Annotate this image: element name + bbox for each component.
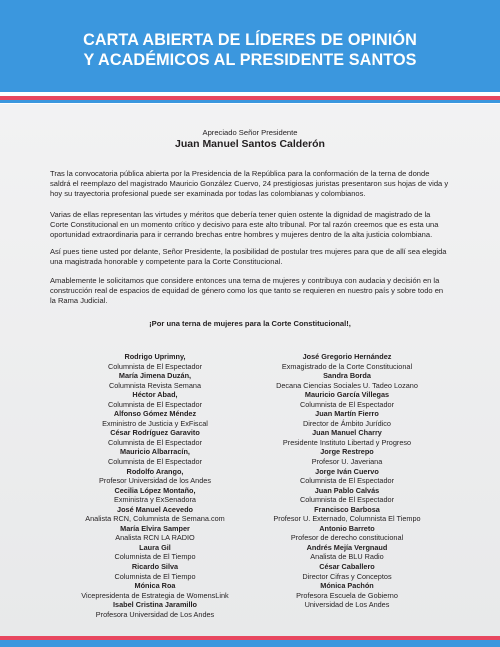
signatory-role: Columnista de El Espectador xyxy=(107,399,203,409)
signatory-name: Cecilia López Montaño, xyxy=(114,485,196,495)
signatory-name: José Manuel Acevedo xyxy=(117,504,193,514)
signatory xyxy=(60,581,250,600)
signatory-name: Juan Manuel Charry xyxy=(312,428,382,438)
paragraph-3: Así pues tiene usted por delante, Señor Presidente, la posibilidad de postular tres mujeres para que de allí sea elegida una magistrada honorable y competente para la Corte Constitucional. xyxy=(50,247,447,266)
signatory-role: Columnista de El Tiempo xyxy=(114,552,196,562)
letter-title-line-2: Y ACADÉMICOS AL PRESIDENTE SANTOS xyxy=(83,51,417,69)
signatory xyxy=(252,409,442,428)
signatory-name: César Rodríguez Garavito xyxy=(110,428,200,438)
signatory xyxy=(60,524,250,543)
signatory xyxy=(60,543,250,562)
signatory-role: Columnista de El Espectador xyxy=(299,495,395,505)
signatory-role: Exministro de Justicia y ExFiscal xyxy=(102,418,208,428)
signatory-role: Presidente Instituto Libertad y Progreso xyxy=(282,437,412,447)
signatory-name: Juan Pablo Calvás xyxy=(314,485,380,495)
signatory-name: Rodrigo Uprimny, xyxy=(124,352,186,361)
signatory-name: José Gregorio Hernández xyxy=(302,352,392,361)
signatory xyxy=(60,352,250,371)
recipient-name: Juan Manuel Santos Calderón xyxy=(175,138,325,150)
signatory xyxy=(252,447,442,466)
greeting: Apreciado Señor Presidente xyxy=(202,128,298,137)
signatory xyxy=(252,467,442,486)
signatory xyxy=(60,505,250,524)
signatory xyxy=(252,371,442,390)
signatory-name: Isabel Cristina Jaramillo xyxy=(113,600,197,610)
signatory-role: Profesor U. Externado, Columnista El Tiempo xyxy=(273,514,421,524)
signatory xyxy=(252,562,442,581)
paragraph-1: Tras la convocatoria pública abierta por la Presidencia de la República para la conformación de la terna de donde saldrá el reemplazo del magistrado Mauricio González Cuervo, 24 prestigiosas juristas presentaron sus hojas de vida y hoy su trayectoria profesional puede ser examinada por todas las colombianas y colombianos. xyxy=(50,169,449,198)
signatory-role: Decana Ciencias Sociales U. Tadeo Lozano xyxy=(276,380,418,390)
signatory-role: Exministra y ExSenadora xyxy=(114,495,196,505)
signatory-name: Andrés Mejía Vergnaud xyxy=(306,542,388,552)
signatory xyxy=(60,486,250,505)
signatory-role: Columnista de El Espectador xyxy=(107,457,203,467)
signatory-role: Exmagistrado de la Corte Constitucional xyxy=(281,361,413,371)
signatory-role: Profesora Universidad de Los Andes xyxy=(95,609,215,619)
paragraph-2: Varias de ellas representan las virtudes y méritos que debería tener quien ostente la dignidad de magistrado de la Corte Constitucional en un momento crítico y decisivo para este alto tribunal. Por tal razón creemos que es esta una oportunidad extraordinaria para ir cerrando brechas entre hombres y mujeres dentro de la alta justicia colombiana. xyxy=(50,210,439,239)
signatory-role: Profesora Escuela de Gobierno xyxy=(296,590,398,600)
signatory-name: Sandra Borda xyxy=(323,371,371,381)
signatory-role: Universidad de Los Andes xyxy=(304,600,390,610)
signatory xyxy=(60,562,250,581)
signatories-right-column xyxy=(252,352,442,610)
signatory-name: Mauricio García Villegas xyxy=(304,390,390,400)
signatory xyxy=(60,447,250,466)
signatory xyxy=(60,409,250,428)
header-banner xyxy=(0,0,500,92)
signatory-role: Profesor U. Javeriana xyxy=(311,457,383,467)
signatory xyxy=(252,581,442,600)
signatory xyxy=(252,390,442,409)
signatory-role: Columnista de El Espectador xyxy=(299,476,395,486)
signatory-role: Analista RCN, Columnista de Semana.com xyxy=(85,514,225,524)
letter-title xyxy=(0,30,500,70)
paragraph-4: Amablemente le solicitamos que considere entonces una terna de mujeres y contribuya con audacia y decisión en la construcción real de espacios de equidad de género como los que tanto se requieren en nuestro país y sobre todo en la Rama Judicial. xyxy=(50,276,444,305)
signatory xyxy=(252,486,442,505)
signatory-role: Columnista de El Tiempo xyxy=(114,571,196,581)
signatory-role: Vicepresidenta de Estrategia de WomensLink xyxy=(81,590,229,600)
top-divider-blue xyxy=(0,100,500,103)
signatory-name: Antonio Barreto xyxy=(319,523,375,533)
signatory-name: Héctor Abad, xyxy=(132,390,178,400)
signatory-role: Analista de BLU Radio xyxy=(310,552,384,562)
signatory-role: Profesor de derecho constitucional xyxy=(290,533,404,543)
signatory-name: María Jimena Duzán, xyxy=(118,371,192,381)
signatory-name: Ricardo Silva xyxy=(131,562,179,572)
signatory-name: Laura Gil xyxy=(139,542,171,552)
signatory-role: Columnista de El Espectador xyxy=(107,437,203,447)
letter-title-line-1: CARTA ABIERTA DE LÍDERES DE OPINIÓN xyxy=(83,31,417,49)
signatory xyxy=(252,352,442,371)
signatory-name: Alfonso Gómez Méndez xyxy=(113,409,197,419)
signatory xyxy=(60,390,250,409)
signatory-role: Profesor Universidad de los Andes xyxy=(99,476,211,486)
signatory-name: Rodolfo Arango, xyxy=(126,466,184,476)
signatory-name: Juan Martín Fierro xyxy=(315,409,379,419)
signatory-role: Columnista de El Espectador xyxy=(299,399,395,409)
signatory xyxy=(252,428,442,447)
signatory xyxy=(60,467,250,486)
signatory-name: Francisco Barbosa xyxy=(314,504,380,514)
signatory-role: Director Cifras y Conceptos xyxy=(302,571,392,581)
signatory xyxy=(60,600,250,619)
signatory-name: César Caballero xyxy=(319,562,375,572)
signatory-name: María Elvira Samper xyxy=(120,523,190,533)
signatories-left-column xyxy=(60,352,250,619)
signatory-name: Jorge Iván Cuervo xyxy=(315,466,379,476)
signatory-role: Columnista de El Espectador xyxy=(107,361,203,371)
call-to-action: ¡Por una terna de mujeres para la Corte Constitucional!, xyxy=(149,319,351,328)
bottom-divider-blue xyxy=(0,640,500,647)
signatory-name: Mónica Roa xyxy=(134,581,176,591)
signatory-name: Jorge Restrepo xyxy=(320,447,374,457)
signatory-role: Director de Ámbito Jurídico xyxy=(302,418,391,428)
signatory xyxy=(60,428,250,447)
signatory xyxy=(252,600,442,610)
signatory-role: Analista RCN LA RADIO xyxy=(115,533,195,543)
signatory-name: Mauricio Albarracín, xyxy=(120,447,190,457)
signatory-role: Columnista Revista Semana xyxy=(108,380,202,390)
signatory xyxy=(252,543,442,562)
signatory xyxy=(252,505,442,524)
signatory xyxy=(60,371,250,390)
signatory-name: Mónica Pachón xyxy=(320,581,374,591)
signatory xyxy=(252,524,442,543)
